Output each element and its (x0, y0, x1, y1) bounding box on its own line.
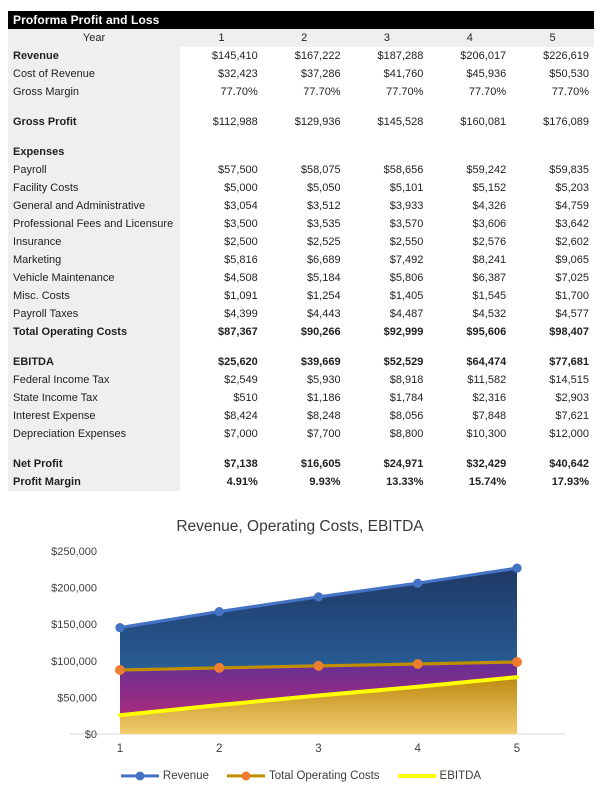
cell-value: $64,474 (428, 353, 511, 371)
cell-value: $226,619 (511, 47, 594, 65)
table-row-profit-margin (8, 473, 594, 491)
cell-value: $7,138 (180, 455, 263, 473)
cell-value: $4,326 (428, 197, 511, 215)
cell-value: $32,429 (428, 455, 511, 473)
y-tick-label: $50,000 (57, 692, 97, 705)
cell-value: $8,424 (180, 407, 263, 425)
cell-value: $59,242 (428, 161, 511, 179)
total-operating-costs-legend-swatch-icon (227, 771, 265, 782)
chart-section (0, 500, 602, 802)
table-row-ebitda (8, 353, 594, 371)
x-tick-label: 2 (216, 743, 223, 755)
spacer-label-cell (8, 443, 180, 455)
row-label: Profit Margin (8, 473, 180, 491)
cell-value: $1,186 (263, 389, 346, 407)
legend-marker-icon (241, 772, 250, 781)
cell-value (346, 143, 429, 161)
row-label: EBITDA (8, 353, 180, 371)
cell-value: 9.93% (263, 473, 346, 491)
cell-value: $39,669 (263, 353, 346, 371)
spacer-label-cell (8, 131, 180, 143)
cell-value: $510 (180, 389, 263, 407)
cell-value: $16,605 (263, 455, 346, 473)
cell-value: $4,443 (263, 305, 346, 323)
legend-item-total-operating-costs (227, 770, 380, 782)
cell-value: $1,545 (428, 287, 511, 305)
cell-value: $11,582 (428, 371, 511, 389)
cell-value: $3,570 (346, 215, 429, 233)
cell-value: 4.91% (180, 473, 263, 491)
x-tick-label: 3 (315, 743, 322, 755)
cell-value: $45,936 (428, 65, 511, 83)
spacer-row (8, 443, 594, 455)
cell-value: 77.70% (511, 83, 594, 101)
cell-value: $5,203 (511, 179, 594, 197)
ebitda-legend-swatch-icon (398, 771, 436, 782)
table-row-misc-costs (8, 287, 594, 305)
cell-value (180, 143, 263, 161)
cell-value: $7,025 (511, 269, 594, 287)
total-operating-costs-marker (413, 659, 423, 669)
row-label: Misc. Costs (8, 287, 180, 305)
y-tick-label: $200,000 (51, 582, 97, 595)
legend-label: Total Operating Costs (268, 770, 380, 782)
cell-value: $1,254 (263, 287, 346, 305)
revenue-marker (512, 564, 521, 573)
cell-value: $57,500 (180, 161, 263, 179)
cell-value: $14,515 (511, 371, 594, 389)
cell-value: $8,241 (428, 251, 511, 269)
cell-value: $92,999 (346, 323, 429, 341)
cell-value: $3,054 (180, 197, 263, 215)
x-tick-label: 4 (414, 743, 421, 755)
cell-value: $7,000 (180, 425, 263, 443)
legend-label: EBITDA (439, 770, 482, 782)
cell-value: $41,760 (346, 65, 429, 83)
cell-value: $5,050 (263, 179, 346, 197)
row-label: Total Operating Costs (8, 323, 180, 341)
x-tick-label: 5 (513, 743, 521, 755)
row-label: Insurance (8, 233, 180, 251)
cell-value (263, 143, 346, 161)
cell-value: $3,933 (346, 197, 429, 215)
cell-value (428, 143, 511, 161)
chart-legend (0, 766, 602, 786)
year-column-header: 2 (263, 29, 346, 47)
cell-value (511, 143, 594, 161)
row-label: Professional Fees and Licensure (8, 215, 180, 233)
cell-value: $37,286 (263, 65, 346, 83)
cell-value: $52,529 (346, 353, 429, 371)
spacer-value-cells (180, 101, 594, 113)
cell-value: $5,806 (346, 269, 429, 287)
spacer-label-cell (8, 341, 180, 353)
revenue-marker (215, 607, 224, 616)
table-row-vehicle-maintenance (8, 269, 594, 287)
y-tick-label: $100,000 (51, 655, 97, 668)
cell-value: $50,530 (511, 65, 594, 83)
year-column-header: 1 (180, 29, 263, 47)
revenue-marker (413, 579, 422, 588)
cell-value: $1,091 (180, 287, 263, 305)
table-row-professional-fees-and-licensure (8, 215, 594, 233)
cell-value: $8,800 (346, 425, 429, 443)
row-label: Net Profit (8, 455, 180, 473)
chart-title: Revenue, Operating Costs, EBITDA (176, 518, 424, 535)
cell-value: $7,492 (346, 251, 429, 269)
year-column-header: 4 (428, 29, 511, 47)
table-row-marketing (8, 251, 594, 269)
pnl-table (8, 29, 594, 491)
cell-value: 13.33% (346, 473, 429, 491)
cell-value: $2,525 (263, 233, 346, 251)
cell-value: $2,602 (511, 233, 594, 251)
table-row-net-profit (8, 455, 594, 473)
cell-value: $4,508 (180, 269, 263, 287)
row-label: Interest Expense (8, 407, 180, 425)
cell-value: $8,056 (346, 407, 429, 425)
total-operating-costs-marker (115, 665, 125, 675)
y-tick-label: $150,000 (51, 619, 97, 632)
table-row-gross-margin (8, 83, 594, 101)
table-row-federal-income-tax (8, 371, 594, 389)
cell-value: $90,266 (263, 323, 346, 341)
cell-value: 77.70% (263, 83, 346, 101)
cell-value: $5,184 (263, 269, 346, 287)
cell-value: $25,620 (180, 353, 263, 371)
cell-value: $4,532 (428, 305, 511, 323)
cell-value: $3,500 (180, 215, 263, 233)
report-title: Proforma Profit and Loss (13, 13, 160, 27)
cell-value: $5,000 (180, 179, 263, 197)
row-label: Marketing (8, 251, 180, 269)
row-label: Federal Income Tax (8, 371, 180, 389)
row-label: Facility Costs (8, 179, 180, 197)
cell-value: 77.70% (180, 83, 263, 101)
cell-value: 15.74% (428, 473, 511, 491)
row-label: General and Administrative (8, 197, 180, 215)
cell-value: 17.93% (511, 473, 594, 491)
cell-value: $10,300 (428, 425, 511, 443)
row-label: Payroll (8, 161, 180, 179)
cell-value: $40,642 (511, 455, 594, 473)
year-column-header: 3 (346, 29, 429, 47)
revenue-marker (314, 592, 323, 601)
cell-value: $58,656 (346, 161, 429, 179)
cell-value: $5,930 (263, 371, 346, 389)
cell-value: $3,642 (511, 215, 594, 233)
table-row-insurance (8, 233, 594, 251)
cell-value: $98,407 (511, 323, 594, 341)
pnl-report (8, 11, 594, 491)
cell-value: $8,918 (346, 371, 429, 389)
legend-label: Revenue (162, 770, 209, 782)
table-row-facility-costs (8, 179, 594, 197)
cell-value: $187,288 (346, 47, 429, 65)
row-label: Expenses (8, 143, 180, 161)
cell-value: $176,089 (511, 113, 594, 131)
cell-value: $167,222 (263, 47, 346, 65)
cell-value: $4,487 (346, 305, 429, 323)
cell-value: 77.70% (346, 83, 429, 101)
cell-value: $1,784 (346, 389, 429, 407)
spacer-row (8, 341, 594, 353)
cell-value: $2,903 (511, 389, 594, 407)
cell-value: $6,387 (428, 269, 511, 287)
cell-value: $59,835 (511, 161, 594, 179)
total-operating-costs-marker (214, 663, 224, 673)
cell-value: $2,500 (180, 233, 263, 251)
cell-value: $5,816 (180, 251, 263, 269)
cell-value: $12,000 (511, 425, 594, 443)
area-chart (0, 500, 602, 802)
cell-value: $4,759 (511, 197, 594, 215)
y-tick-label: $0 (84, 729, 97, 741)
cell-value: $129,936 (263, 113, 346, 131)
cell-value: $7,621 (511, 407, 594, 425)
row-label: Gross Profit (8, 113, 180, 131)
cell-value: $206,017 (428, 47, 511, 65)
cell-value: $2,576 (428, 233, 511, 251)
report-title-bar (8, 11, 594, 29)
cell-value: $4,577 (511, 305, 594, 323)
table-row-gross-profit (8, 113, 594, 131)
cell-value: $3,535 (263, 215, 346, 233)
table-row-total-operating-costs (8, 323, 594, 341)
cell-value: $112,988 (180, 113, 263, 131)
table-row-payroll (8, 161, 594, 179)
row-label: Revenue (8, 47, 180, 65)
legend-item-ebitda (398, 770, 482, 782)
revenue-legend-swatch-icon (121, 771, 159, 782)
cell-value: $87,367 (180, 323, 263, 341)
cell-value: $2,550 (346, 233, 429, 251)
cell-value: $95,606 (428, 323, 511, 341)
spacer-row (8, 101, 594, 113)
row-label: Gross Margin (8, 83, 180, 101)
table-row-state-income-tax (8, 389, 594, 407)
cell-value: $5,152 (428, 179, 511, 197)
legend-marker-icon (135, 772, 144, 781)
revenue-marker (115, 623, 124, 632)
row-label: Depreciation Expenses (8, 425, 180, 443)
cell-value: $145,528 (346, 113, 429, 131)
cell-value: $3,606 (428, 215, 511, 233)
y-tick-label: $250,000 (51, 546, 97, 558)
cell-value: $160,081 (428, 113, 511, 131)
table-row-interest-expense (8, 407, 594, 425)
row-label: Vehicle Maintenance (8, 269, 180, 287)
cell-value: $77,681 (511, 353, 594, 371)
row-label: Cost of Revenue (8, 65, 180, 83)
cell-value: $58,075 (263, 161, 346, 179)
spacer-row (8, 131, 594, 143)
table-row-cost-of-revenue (8, 65, 594, 83)
cell-value: $1,700 (511, 287, 594, 305)
cell-value: $5,101 (346, 179, 429, 197)
cell-value: $6,689 (263, 251, 346, 269)
x-tick-label: 1 (116, 743, 124, 755)
table-row-depreciation-expenses (8, 425, 594, 443)
spacer-label-cell (8, 101, 180, 113)
cell-value: $4,399 (180, 305, 263, 323)
year-column-header: 5 (511, 29, 594, 47)
table-row-payroll-taxes (8, 305, 594, 323)
cell-value: $145,410 (180, 47, 263, 65)
row-label: Payroll Taxes (8, 305, 180, 323)
spacer-value-cells (180, 443, 594, 455)
year-header-row (8, 29, 594, 47)
cell-value: 77.70% (428, 83, 511, 101)
cell-value: $9,065 (511, 251, 594, 269)
table-row-general-and-administrative (8, 197, 594, 215)
cell-value: $2,549 (180, 371, 263, 389)
cell-value: $2,316 (428, 389, 511, 407)
row-label: State Income Tax (8, 389, 180, 407)
cell-value: $7,700 (263, 425, 346, 443)
table-row-expenses (8, 143, 594, 161)
legend-item-revenue (121, 770, 209, 782)
cell-value: $1,405 (346, 287, 429, 305)
total-operating-costs-marker (512, 657, 522, 667)
spacer-value-cells (180, 131, 594, 143)
cell-value: $24,971 (346, 455, 429, 473)
cell-value: $32,423 (180, 65, 263, 83)
table-row-revenue (8, 47, 594, 65)
legend-line-icon (398, 774, 436, 778)
cell-value: $8,248 (263, 407, 346, 425)
cell-value: $3,512 (263, 197, 346, 215)
cell-value: $7,848 (428, 407, 511, 425)
year-label: Year (8, 29, 180, 47)
spacer-value-cells (180, 341, 594, 353)
total-operating-costs-marker (314, 661, 324, 671)
